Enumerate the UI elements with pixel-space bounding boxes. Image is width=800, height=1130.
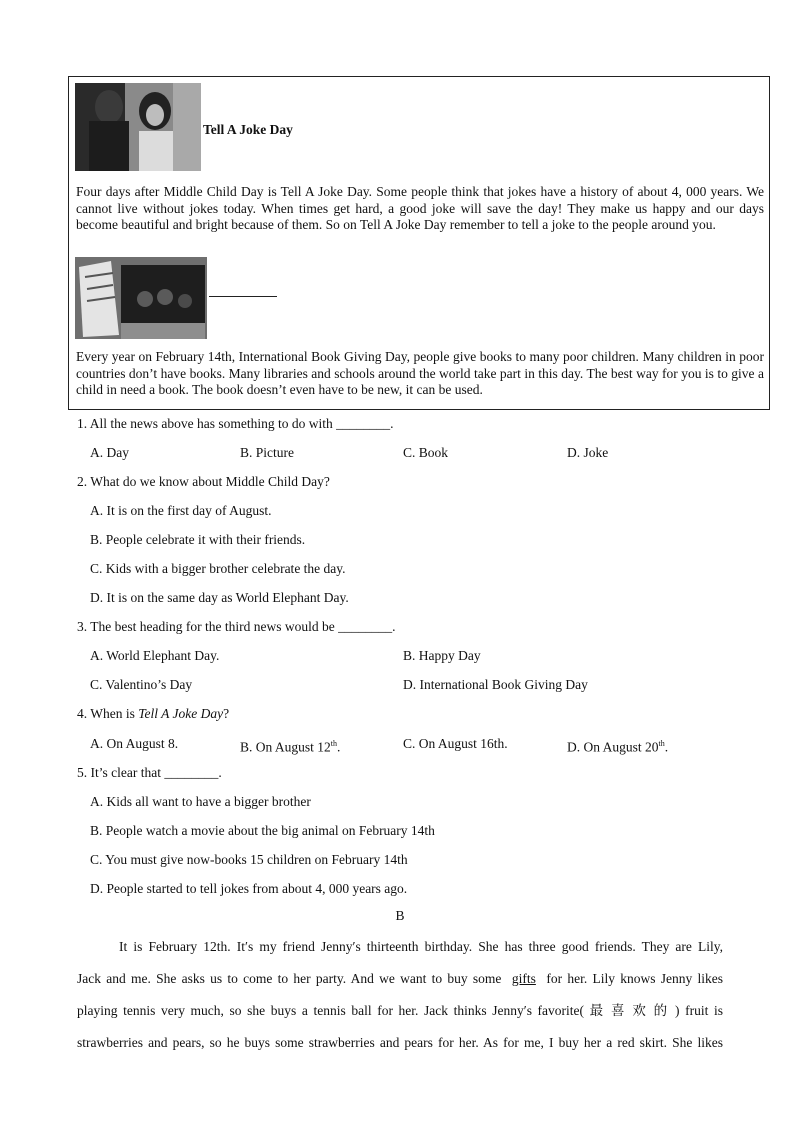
section-b-line-3: playing tennis very much, so she buys a tennis ball for her. Jack thinks Jenny′s favorite( 最 喜 欢 的 ) fruit is [77, 1003, 723, 1018]
q2-option-d: D. It is on the same day as World Elephant Day. [90, 590, 349, 605]
news-paragraph-2: Every year on February 14th, International Book Giving Day, people give books to many poor children. Many children in poor countries don’t have books. Many libraries and schools around the world take part in this day. The best way for you is to give a child in need a book. The book doesn’t even have to be new, it can be used. [76, 349, 764, 397]
q4-option-d-suffix: . [664, 739, 669, 755]
q4-stem-suffix: ? [223, 706, 230, 721]
news-box [68, 76, 770, 410]
q4-option-d-sup: th [658, 739, 665, 748]
q3-option-d: D. International Book Giving Day [403, 677, 588, 692]
gifts-underlined: gifts [511, 971, 536, 986]
joke-day-photo [75, 83, 201, 171]
news-paragraph-1: Four days after Middle Child Day is Tell A Joke Day. Some people think that jokes have a history of about 4, 000 years. We cannot live without jokes today. When times get hard, a good joke will save the day! They make us happy and our days become beautiful and bright because of them. So on Tell A Joke Day remember to tell a joke to the people around you. [76, 184, 764, 232]
q2-option-b: B. People celebrate it with their friends. [90, 532, 306, 547]
q3-option-b: B. Happy Day [403, 648, 481, 663]
line-2-suffix: for her. Lily knows Jenny likes [546, 971, 724, 986]
question-2-stem: 2. What do we know about Middle Child Day? [77, 474, 330, 489]
q1-option-d: D. Joke [567, 445, 609, 460]
heading-blank [209, 296, 277, 297]
section-b-label: B [395, 908, 405, 923]
q3-option-a: A. World Elephant Day. [90, 648, 220, 663]
q5-option-d: D. People started to tell jokes from about 4, 000 years ago. [90, 881, 408, 896]
q5-option-a: A. Kids all want to have a bigger brother [90, 794, 311, 809]
q4-stem-prefix: 4. When is [77, 706, 139, 721]
q2-option-c: C. Kids with a bigger brother celebrate the day. [90, 561, 346, 576]
question-1-stem: 1. All the news above has something to do with ________. [77, 416, 394, 431]
q1-option-b: B. Picture [240, 445, 294, 460]
question-5-stem: 5. It’s clear that ________. [77, 765, 222, 780]
q4-option-d-text: D. On August 20 [567, 739, 659, 755]
q5-option-b: B. People watch a movie about the big animal on February 14th [90, 823, 435, 838]
section-b-line-1: It is February 12th. It′s my friend Jenny′s thirteenth birthday. She has three good friends. They are Lily, [119, 939, 723, 954]
q4-option-b [240, 735, 340, 757]
q5-option-c: C. You must give now-books 15 children on February 14th [90, 852, 408, 867]
section-b-line-4: strawberries and pears, so he buys some strawberries and pears for her. As for me, I buy her a red skirt. She likes [77, 1035, 723, 1050]
q4-option-d [567, 735, 668, 757]
question-4-stem [77, 705, 229, 723]
book-day-photo [75, 257, 207, 339]
news-heading: Tell A Joke Day [203, 122, 293, 137]
line-2-prefix: Jack and me. She asks us to come to her party. And we want to buy some [77, 971, 502, 986]
q1-option-c: C. Book [403, 445, 449, 460]
q4-option-c: C. On August 16th. [403, 736, 508, 751]
question-3-stem: 3. The best heading for the third news would be ________. [77, 619, 396, 634]
q4-option-b-suffix: . [337, 739, 341, 755]
q4-option-b-sup: th [330, 739, 337, 748]
section-b-line-2 [77, 970, 723, 988]
q2-option-a: A. It is on the first day of August. [90, 503, 272, 518]
q4-option-a: A. On August 8. [90, 736, 179, 751]
q1-option-a: A. Day [90, 445, 129, 460]
q4-option-b-text: B. On August 12 [240, 739, 331, 755]
q3-option-c: C. Valentino’s Day [90, 677, 193, 692]
q4-stem-italic: Tell A Joke Day [138, 706, 224, 721]
